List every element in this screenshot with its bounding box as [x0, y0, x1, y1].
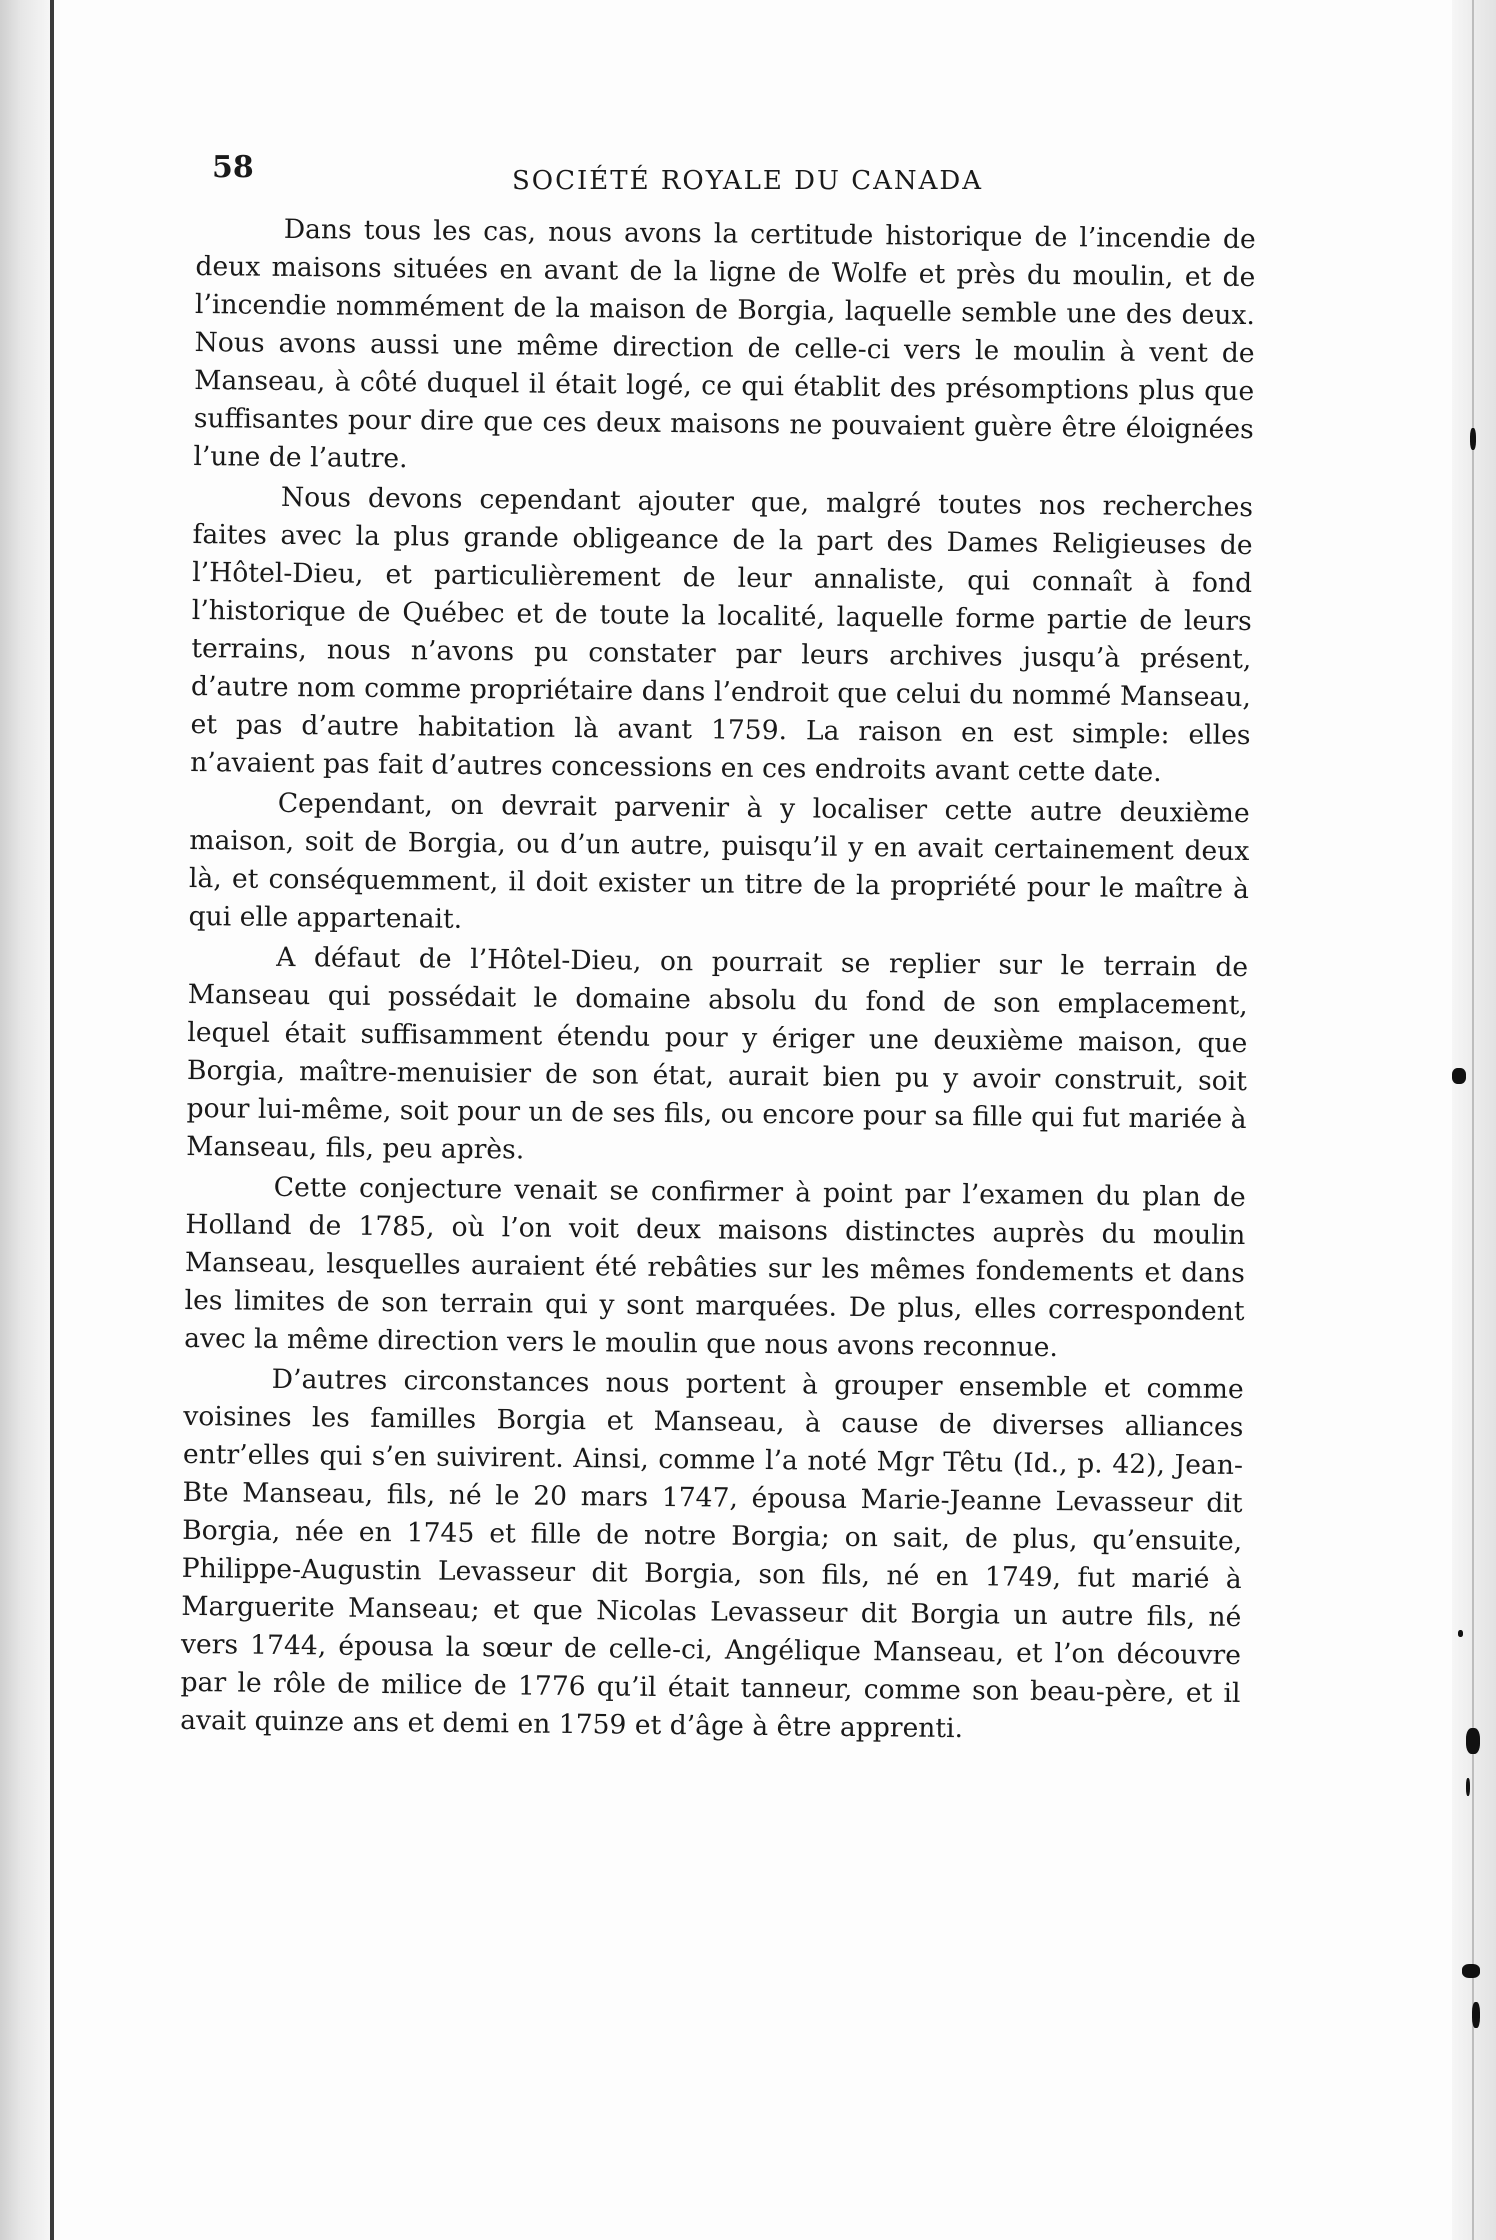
scan-speck — [1462, 1964, 1480, 1978]
running-head: SOCIÉTÉ ROYALE DU CANADA — [512, 166, 984, 196]
paragraph: D’autres circonstances nous portent à grouper ensemble et comme voisines les familles Borgia et Manseau, à cause de diverses alliances entr’elles qui s’en suivirent. Ainsi, comme l’a noté Mgr Têtu (Id., p. 42), Jean-Bte Manseau, fils, né le 20 mars 1747, épousa Marie-Jeanne Levasseur dit Borgia, née en 1745 et fille de notre Borgia; on sait, de plus, qu’ensuite, Philippe-Augustin Levasseur dit Borgia, son fils, né en 1749, fut marié à Marguerite Manseau; et que Nicolas Levasseur dit Borgia un autre fils, né vers 1744, épousa la sœur de celle-ci, Angélique Manseau, et l’on découvre par le rôle de milice de 1776 qu’il était tanneur, comme son beau-père, et il avait quinze ans et demi en 1759 et d’âge à être apprenti. — [180, 1363, 1244, 1745]
scan-speck — [1458, 1630, 1463, 1637]
page-left-border-line — [50, 0, 54, 2240]
body-text — [180, 210, 1256, 1751]
scan-speck — [1466, 1728, 1480, 1754]
page-left-edge-shadow — [0, 0, 52, 2240]
page-number: 58 — [212, 150, 254, 185]
paragraph: Dans tous les cas, nous avons la certitude historique de l’incendie de deux maisons situées en avant de la ligne de Wolfe et près du moulin, et de l’incendie nommément de la maison de Borgia, laquelle semble une des deux. Nous avons aussi une même direction de celle-ci vers le moulin à vent de Manseau, à côté duquel il était logé, ce qui établit des présomptions plus que suffisantes pour dire que ces deux maisons ne pouvaient guère être éloignées l’une de l’autre. — [193, 213, 1256, 475]
scan-speck — [1470, 428, 1476, 450]
page-right-border-line — [1472, 0, 1474, 2240]
paragraph: A défaut de l’Hôtel-Dieu, on pourrait se replier sur le terrain de Manseau qui possédait le domaine absolu du fond de son emplacement, lequel était suffisamment étendu pour y ériger une deuxième maison, que Borgia, maître-menuisier de son état, aurait bien pu y avoir construit, soit pour lui-même, soit pour un de ses fils, ou encore pour sa fille qui fut mariée à Manseau, fils, peu après. — [186, 941, 1249, 1166]
paragraph: Cependant, on devrait parvenir à y localiser cette autre deuxième maison, soit de Borgia, ou d’un autre, puisqu’il y en avait certainement deux là, et conséquemment, il doit exister un titre de la propriété pour le maître à qui elle appartenait. — [188, 787, 1250, 935]
scan-speck — [1472, 2002, 1480, 2028]
paragraph: Nous devons cependant ajouter que, malgré toutes nos recherches faites avec la plus grande obligeance de la part des Dames Religieuses de l’Hôtel-Dieu, et particulièrement de leur annaliste, qui connaît à fond l’historique de Québec et de toute la localité, laquelle forme partie de leurs terrains, nous n’avons pu constater par leurs archives jusqu’à présent, d’autre nom comme propriétaire dans l’endroit que celui du nommé Manseau, et pas d’autre habitation là avant 1759. La raison en est simple: elles n’avaient pas fait d’autres concessions en ces endroits avant cette date. — [190, 481, 1254, 789]
scan-speck — [1466, 1778, 1470, 1796]
page-header — [212, 150, 1240, 196]
paragraph: Cette conjecture venait se confirmer à point par l’examen du plan de Holland de 1785, où l’on voit deux maisons distinctes auprès du moulin Manseau, lesquelles auraient été rebâties sur les mêmes fondements et dans les limites de son terrain qui y sont marquées. De plus, elles correspondent avec la même direction vers le moulin que nous avons reconnue. — [184, 1171, 1246, 1364]
scan-speck — [1452, 1068, 1466, 1084]
page-right-edge-shadow — [1452, 0, 1496, 2240]
